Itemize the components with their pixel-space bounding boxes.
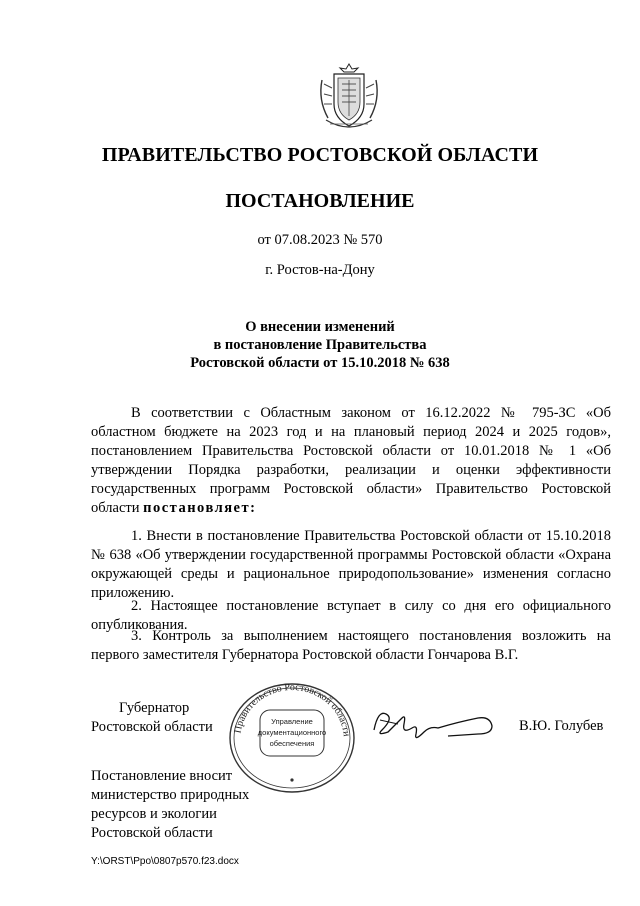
stamp-inner-line-2: документационного	[257, 728, 327, 737]
submitted-by-line-2: министерство природных	[91, 787, 250, 803]
preamble-paragraph	[91, 404, 611, 518]
file-path: Y:\ORST\Ppo\0807p570.f23.docx	[91, 856, 239, 867]
document-date-number: от 07.08.2023 № 570	[257, 232, 383, 248]
stamp-outer-text: Правительство Ростовской области	[232, 681, 352, 738]
signatory-title	[91, 699, 213, 737]
preamble-text: В соответствии с Областным законом от 16.12.2022 № 795-ЗС «Об областном бюджете на 2023 год и на плановый период 2024 и 2025 годов», постановлением Правительства Ростовской области от 10.01.2018 № 1 «Об утверждении Порядка разработки, реализации и оценки эффективности государственных программ Ростовской области» Правительство Ростовской области	[91, 405, 611, 516]
submitted-by-line-3: ресурсов и экологии	[91, 806, 217, 822]
decree-word: постановляет:	[143, 500, 257, 516]
handwritten-signature	[368, 700, 498, 750]
document-city: г. Ростов-на-Дону	[265, 262, 375, 278]
signatory-title-line-1: Губернатор	[119, 700, 190, 716]
coat-of-arms-emblem	[314, 60, 384, 136]
signatory-title-line-2: Ростовской области	[91, 719, 213, 735]
stamp-inner-line-1: Управление	[271, 717, 313, 726]
submitted-by-line-1: Постановление вносит	[91, 768, 233, 784]
item-3-paragraph: 3. Контроль за выполнением настоящего постановления возложить на первого заместителя Губернатора Ростовской области Гончарова В.Г.	[91, 628, 611, 663]
subject-line-1: О внесении изменений	[245, 319, 395, 335]
subject-line-3: Ростовской области от 15.10.2018 № 638	[190, 355, 450, 371]
item-1-paragraph: 1. Внести в постановление Правительства Ростовской области от 15.10.2018 № 638 «Об утверждении государственной программы Ростовской области «Охрана окружающей среды и рациональное природопользование» изменения согласно приложению.	[91, 528, 611, 601]
document-type: ПОСТАНОВЛЕНИЕ	[225, 190, 415, 212]
stamp-inner-line-3: обеспечения	[269, 739, 315, 748]
signatory-name: В.Ю. Голубев	[519, 718, 604, 734]
submitted-by-line-4: Ростовской области	[91, 825, 213, 841]
submitted-by	[91, 767, 249, 843]
government-title: ПРАВИТЕЛЬСТВО РОСТОВСКОЙ ОБЛАСТИ	[101, 144, 539, 166]
document-subject	[0, 318, 640, 372]
subject-line-2: в постановление Правительства	[213, 337, 427, 353]
item-2-paragraph: 2. Настоящее постановление вступает в силу со дня его официального опубликования.	[91, 598, 611, 633]
